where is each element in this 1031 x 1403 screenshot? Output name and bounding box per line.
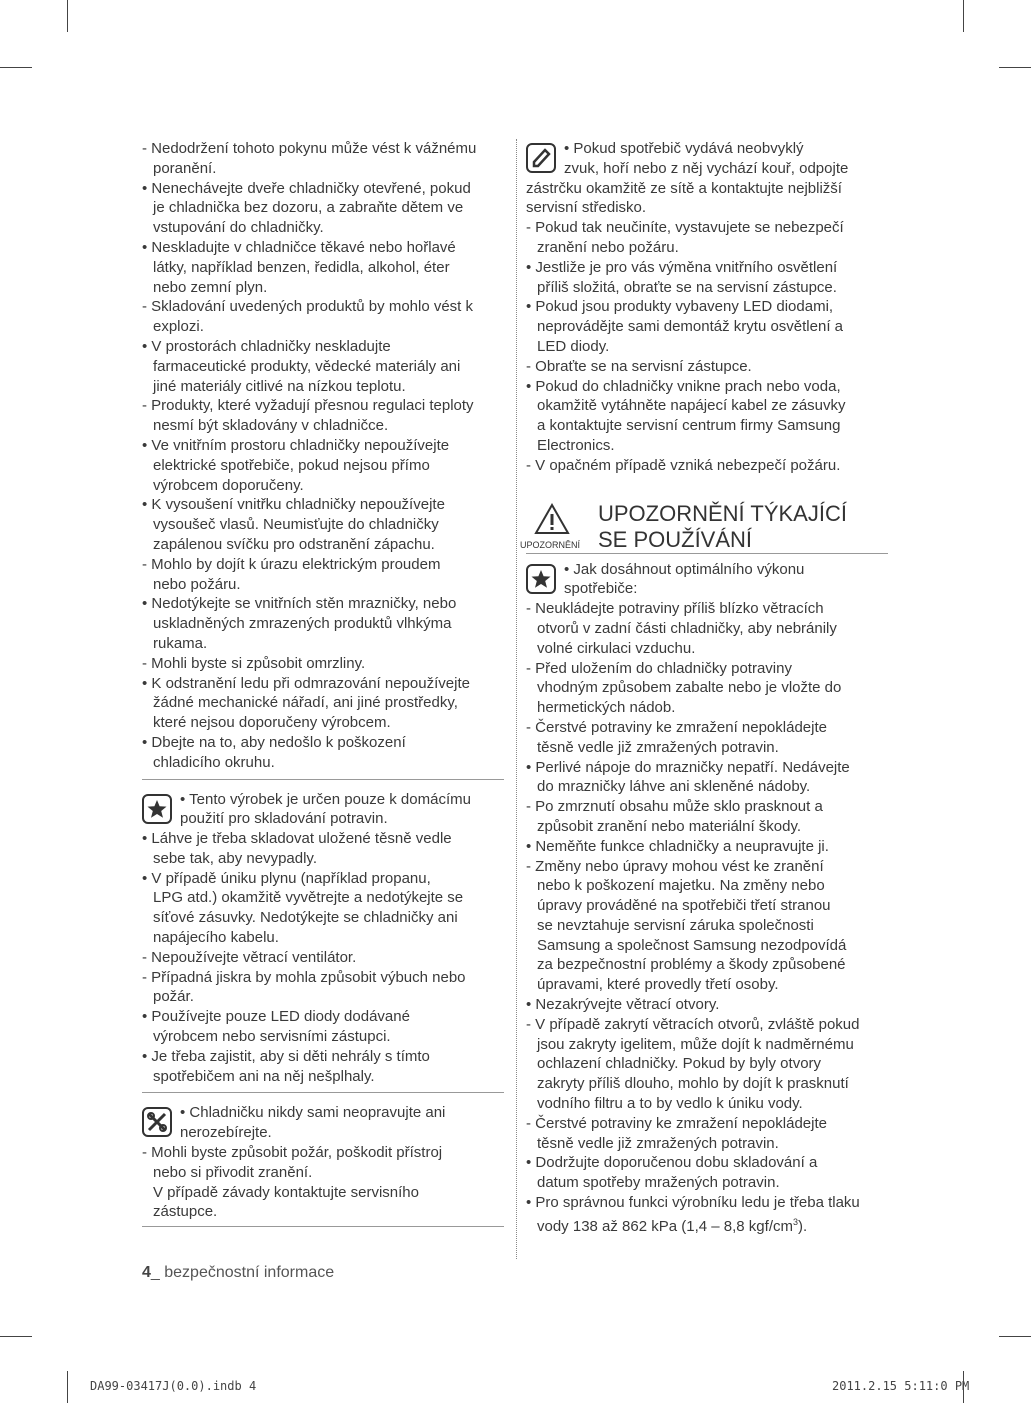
list-line: napájecího kabelu. <box>153 929 279 947</box>
list-line: vodního filtru a to by vedlo k úniku vody. <box>537 1095 803 1113</box>
list-line: - Produkty, které vyžadují přesnou regulaci teploty <box>142 397 474 415</box>
list-line: - Nedodržení tohoto pokynu může vést k vážnému <box>142 140 477 157</box>
note-line: • Chladničku nikdy sami neopravujte ani <box>180 1104 446 1122</box>
list-line: - V opačném případě vzniká nebezpečí požáru. <box>526 456 841 474</box>
section-title <box>598 501 847 553</box>
list-line: látky, například benzen, ředidla, alkohol, éter <box>153 258 450 276</box>
list-line: zapálenou svíčku pro odstranění zápachu. <box>153 535 435 553</box>
list-line: - Neukládejte potraviny příliš blízko větracích <box>526 600 824 618</box>
print-slug-date: 2011.2.15 5:11:0 PM <box>832 1379 970 1393</box>
list-line: ochlazení chladničky. Pokud by byly otvory <box>537 1055 822 1073</box>
crop-mark <box>963 0 964 32</box>
note-line: nerozebírejte. <box>180 1124 272 1142</box>
note-line: • Tento výrobek je určen pouze k domácímu <box>180 790 471 808</box>
list-line: způsobit zranění nebo materiální škody. <box>537 817 802 835</box>
list-line: V případě závady kontaktujte servisního <box>153 1183 419 1201</box>
list-line: zranění nebo požáru. <box>537 238 679 256</box>
star-note-icon <box>526 564 556 594</box>
list-line: • Dodržujte doporučenou dobu skladování a <box>526 1154 818 1172</box>
left-column <box>142 139 506 1237</box>
list-line: požár. <box>153 988 194 1006</box>
list-line: servisní středisko. <box>526 199 647 217</box>
crop-mark <box>999 67 1031 68</box>
divider <box>142 1092 504 1093</box>
list-line: spotřebičem ani na něj nešplhaly. <box>153 1067 375 1085</box>
list-line: • Láhve je třeba skladovat uložené těsně vedle <box>142 830 452 848</box>
list-line: zástupce. <box>153 1203 218 1221</box>
divider <box>142 1226 504 1227</box>
list-line: • Nezakrývejte větrací otvory. <box>526 996 720 1014</box>
print-slug-file: DA99-03417J(0.0).indb 4 <box>90 1379 257 1393</box>
list-line: - Pokud tak neučiníte, vystavujete se nebezpečí <box>526 219 844 237</box>
list-line: žádné mechanické nářadí, ani jiné prostředky, <box>153 694 458 712</box>
list-line: neprovádějte sami demontáž krytu osvětlení a <box>537 318 843 336</box>
list-line: - Změny nebo úpravy mohou vést ke zranění <box>526 857 824 875</box>
section-title-line: SE POUŽÍVÁNÍ <box>598 526 753 552</box>
list-line: LED diody. <box>537 337 610 355</box>
warning-triangle-icon <box>534 503 570 535</box>
list-line: - Mohli byste si způsobit omrzliny. <box>142 654 366 672</box>
list-line: poranění. <box>153 159 217 177</box>
list-line: vysoušeč vlasů. Neumisťujte do chladničky <box>153 516 439 534</box>
list-line: - Případná jiskra by mohla způsobit výbuch nebo <box>142 968 466 986</box>
list-line: se nevztahuje servisní záruka společnosti <box>537 916 814 934</box>
safety-list <box>142 139 506 773</box>
list-line: zakryty příliš dlouho, mohlo by dojít k prasknutí <box>537 1075 849 1093</box>
list-line: • Nedotýkejte se vnitřních stěn mrazničky, nebo <box>142 595 457 613</box>
list-line: hermetických nádob. <box>537 699 676 717</box>
right-column <box>520 139 890 1237</box>
crop-mark <box>67 1371 68 1403</box>
list-line: vody 138 až 862 kPa (1,4 – 8,8 kgf/$cm^3$). <box>537 1216 808 1235</box>
note-line: spotřebiče: <box>564 580 638 598</box>
crop-mark <box>0 67 32 68</box>
list-line: - Mohli byste způsobit požár, poškodit přístroj <box>142 1144 443 1162</box>
list-line: okamžitě vytáhněte napájecí kabel ze zásuvky <box>537 397 846 415</box>
list-line: • Nenechávejte dveře chladničky otevřené, pokud <box>142 179 471 197</box>
list-line: • Ve vnitřním prostoru chladničky nepoužívejte <box>142 436 450 454</box>
safety-list <box>142 1143 506 1222</box>
list-line: • Je třeba zajistit, aby si děti nehrály s tímto <box>142 1047 430 1065</box>
list-line: otvorů v zadní části chladničky, aby nebránily <box>537 619 837 637</box>
divider <box>526 553 888 554</box>
list-line: • K odstranění ledu při odmrazování nepoužívejte <box>142 674 470 692</box>
list-line: datum spotřeby mražených potravin. <box>537 1174 780 1192</box>
list-line: - Skladování uvedených produktů by mohlo vést k <box>142 298 474 316</box>
list-line: • V případě úniku plynu (například propanu, <box>142 869 431 887</box>
list-line: farmaceutické produkty, vědecké materiály ani <box>153 357 461 375</box>
star-note-icon <box>142 794 172 824</box>
list-line: volné cirkulaci vzduchu. <box>537 639 696 657</box>
list-line: • V prostorách chladničky neskladujte <box>142 337 391 355</box>
no-repair-icon <box>142 1107 172 1137</box>
crop-mark <box>67 0 68 32</box>
list-line: explozi. <box>153 318 204 336</box>
list-line: Samsung a společnost Samsung nezodpovídá <box>537 936 847 954</box>
list-line: do mrazničky láhve ani skleněné nádoby. <box>537 778 811 796</box>
list-line: • Pokud do chladničky vnikne prach nebo voda, <box>526 377 841 395</box>
note-block <box>526 560 890 600</box>
list-line: - Čerstvé potraviny ke zmražení nepokládejte <box>526 718 827 736</box>
page-footer <box>142 1264 334 1282</box>
list-line: • Neměňte funkce chladničky a neupravujte ji. <box>526 837 829 855</box>
list-line: - Před uložením do chladničky potraviny <box>526 659 792 677</box>
list-line: za bezpečnostní problémy a škody způsobené <box>537 956 846 974</box>
list-line: které nejsou doporučeny výrobcem. <box>153 714 391 732</box>
page-number: 4 <box>142 1264 151 1281</box>
list-line: těsně vedle již zmražených potravin. <box>537 1134 779 1152</box>
section-title-line: UPOZORNĚNÍ TÝKAJÍCÍ <box>598 500 847 526</box>
list-line: jsou zakryty igelitem, může dojít k nadměrnému <box>537 1035 854 1053</box>
list-line: výrobcem doporučeny. <box>153 476 304 494</box>
list-line: • Neskladujte v chladničce těkavé nebo hořlavé <box>142 238 456 256</box>
list-line: úpravy prováděné na spotřebiči třetí stranou <box>537 897 831 915</box>
list-line: vstupování do chladničky. <box>153 219 324 237</box>
list-line: chladicího okruhu. <box>153 753 275 771</box>
list-line: nebo si přivodit zranění. <box>153 1163 313 1181</box>
note-line: • Jak dosáhnout optimálního výkonu <box>564 560 805 578</box>
crop-mark <box>0 1336 32 1337</box>
warning-label: UPOZORNĚNÍ <box>520 539 581 550</box>
list-line: - Obraťte se na servisní zástupce. <box>526 357 752 375</box>
list-line: jiné materiály citlivé na nízkou teplotu. <box>153 377 406 395</box>
list-line: • Pro správnou funkci výrobníku ledu je třeba tlaku <box>526 1194 860 1212</box>
list-line: elektrické spotřebiče, pokud nejsou přímo <box>153 456 430 474</box>
safety-list <box>526 179 890 476</box>
list-line: úpravami, které provedly třetí osoby. <box>537 976 779 994</box>
note-block <box>526 139 890 179</box>
list-line: • Jestliže je pro vás výměna vnitřního osvětlení <box>526 258 838 276</box>
list-line: nesmí být skladovány v chladničce. <box>153 417 389 435</box>
list-line: sebe tak, aby nevypadly. <box>153 849 317 867</box>
column-separator <box>516 139 517 1259</box>
phone-icon <box>526 143 556 173</box>
list-line: rukama. <box>153 634 208 652</box>
crop-mark <box>999 1336 1031 1337</box>
list-line: • Dbejte na to, aby nedošlo k poškození <box>142 733 406 751</box>
list-line: - Nepoužívejte větrací ventilátor. <box>142 948 357 966</box>
note-line: zvuk, hoří nebo z něj vychází kouř, odpojte <box>564 159 849 177</box>
note-line: použití pro skladování potravin. <box>180 810 388 828</box>
list-line: a kontaktujte servisní centrum firmy Samsung <box>537 417 841 435</box>
list-line: - Po zmrznutí obsahu může sklo prasknout a <box>526 798 823 816</box>
list-line: • Perlivé nápoje do mrazničky nepatří. Nedávejte <box>526 758 850 776</box>
list-line: Electronics. <box>537 436 615 454</box>
list-line: nebo k poškození majetku. Na změny nebo <box>537 877 825 895</box>
list-line: zástrčku okamžitě ze sítě a kontaktujte nejbližší <box>526 179 842 197</box>
list-line: příliš složitá, obraťte se na servisní zástupce. <box>537 278 837 296</box>
list-line: • K vysoušení vnitřku chladničky nepoužívejte <box>142 496 445 514</box>
safety-list <box>142 829 506 1086</box>
list-line: LPG atd.) okamžitě vyvětrejte a nedotýkejte se <box>153 889 464 907</box>
list-line: síťové zásuvky. Nedotýkejte se chladničky ani <box>153 909 458 927</box>
list-line: nebo zemní plyn. <box>153 278 268 296</box>
divider <box>142 779 504 780</box>
section-name: _ bezpečnostní informace <box>150 1264 335 1281</box>
list-line: těsně vedle již zmražených potravin. <box>537 738 779 756</box>
list-line: - Mohlo by dojít k úrazu elektrickým proudem <box>142 555 441 573</box>
list-line: nebo požáru. <box>153 575 241 593</box>
list-line: je chladnička bez dozoru, a zabraňte dětem ve <box>153 199 464 217</box>
list-line: výrobcem nebo servisními zástupci. <box>153 1028 391 1046</box>
warning-heading <box>520 500 890 552</box>
note-block <box>142 790 506 830</box>
safety-list <box>526 599 890 1213</box>
note-line: • Pokud spotřebič vydává neobvyklý <box>564 140 804 157</box>
list-line: - Čerstvé potraviny ke zmražení nepokládejte <box>526 1114 827 1132</box>
list-line: - V případě zakrytí větracích otvorů, zvláště pokud <box>526 1015 860 1033</box>
list-line: • Pokud jsou produkty vybaveny LED diodami, <box>526 298 834 316</box>
list-line: vhodným způsobem zabalte nebo je vložte do <box>537 679 842 697</box>
list-line: • Používejte pouze LED diody dodávané <box>142 1008 410 1026</box>
note-block <box>142 1103 506 1143</box>
list-line: uskladněných zmrazených produktů vlhkýma <box>153 615 452 633</box>
